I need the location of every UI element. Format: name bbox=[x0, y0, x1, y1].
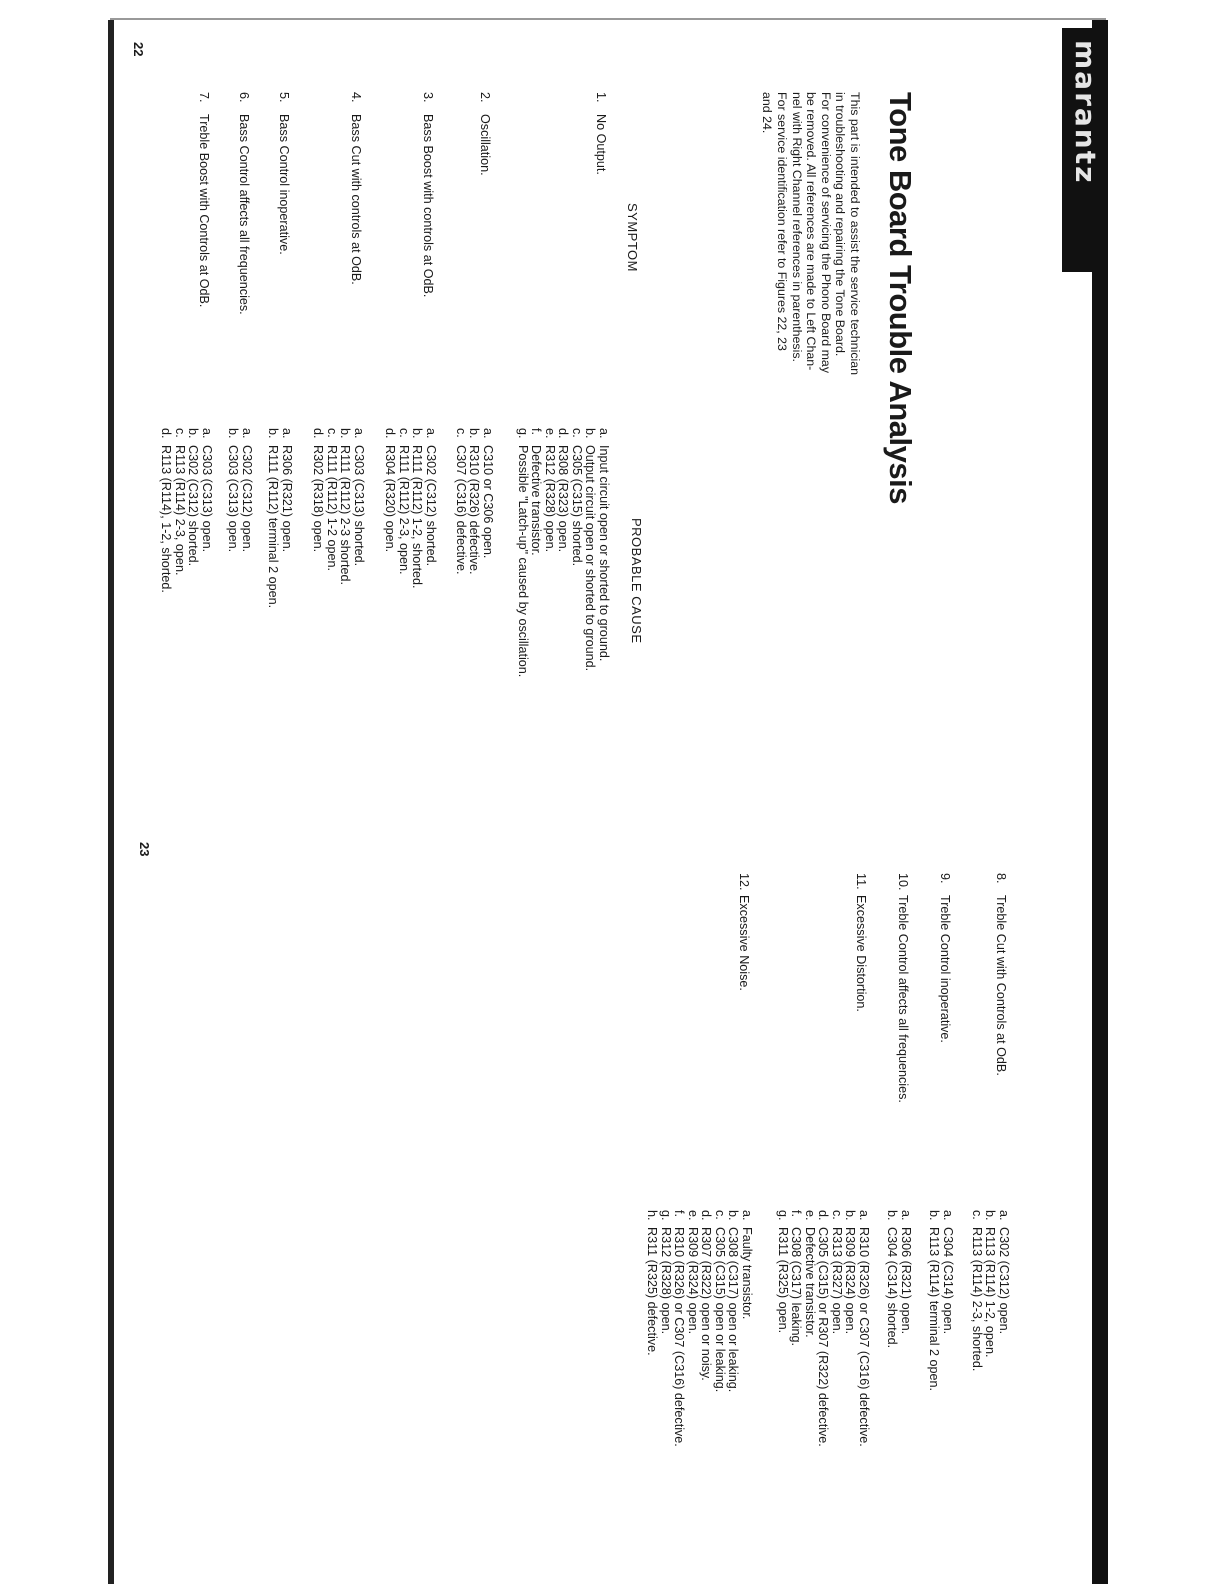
cause-letter: g. bbox=[659, 1210, 673, 1221]
cause-letter: a. bbox=[200, 428, 214, 439]
cause-text: R304 (R320) open. bbox=[383, 445, 398, 553]
cause-letter: d. bbox=[556, 428, 571, 439]
top-border-rule bbox=[110, 18, 1106, 20]
cause-list bbox=[927, 1210, 954, 1391]
cause-text: R113 (R114) 2-3, shorted. bbox=[970, 1227, 984, 1372]
cause-letter: e. bbox=[686, 1210, 700, 1221]
cause-item bbox=[583, 428, 597, 677]
cause-text: C308 (C317) leaking. bbox=[789, 1227, 804, 1347]
cause-item bbox=[885, 1210, 899, 1348]
cause-text: R111 (R112) terminal 2 open. bbox=[266, 445, 281, 609]
cause-text: R313 (R327) open. bbox=[830, 1227, 844, 1335]
symptom-number: 8. bbox=[994, 873, 1008, 884]
cause-letter: c. bbox=[454, 428, 468, 438]
cause-letter: b. bbox=[226, 428, 241, 439]
cause-text: C302 (C312) open. bbox=[240, 445, 254, 553]
cause-item bbox=[338, 428, 352, 585]
cause-letter: e. bbox=[803, 1210, 817, 1221]
cause-text: R308 (R323) open. bbox=[556, 445, 571, 553]
cause-text: R111 (R112) 2-3 shorted. bbox=[338, 445, 353, 585]
symptom-text: Bass Boost with controls at OdB. bbox=[421, 114, 435, 298]
cause-text: R306 (R321) open. bbox=[899, 1227, 913, 1335]
symptom-number: 4. bbox=[349, 92, 363, 103]
cause-item bbox=[280, 428, 294, 608]
cause-list bbox=[383, 428, 437, 589]
symptom-number: 12. bbox=[737, 873, 751, 891]
cause-item bbox=[516, 428, 530, 677]
intro-line: For service identification refer to Figures 22, 23 bbox=[775, 92, 790, 351]
cause-text: C302 (C312) shorted. bbox=[186, 445, 201, 567]
symptom-item bbox=[896, 873, 910, 1103]
cause-letter: a. bbox=[597, 428, 611, 439]
cause-text: R310 (R326) or C307 (C316) defective. bbox=[857, 1227, 871, 1447]
cause-list bbox=[970, 1210, 1011, 1371]
cause-letter: b. bbox=[186, 428, 201, 439]
cause-letter: a. bbox=[941, 1210, 955, 1221]
cause-text: R306 (R321) open. bbox=[280, 445, 294, 553]
cause-letter: c. bbox=[173, 428, 187, 438]
cause-item bbox=[543, 428, 557, 677]
cause-item bbox=[740, 1210, 754, 1447]
cause-text: Possible "Latch-up" caused by oscillation. bbox=[516, 445, 530, 678]
cause-letter: a. bbox=[280, 428, 294, 439]
cause-item bbox=[699, 1210, 713, 1447]
cause-letter: b. bbox=[726, 1210, 741, 1221]
cause-text: C303 (C313) shorted. bbox=[352, 445, 366, 567]
cause-letter: b. bbox=[927, 1210, 942, 1221]
cause-letter: a. bbox=[899, 1210, 913, 1221]
cause-item bbox=[159, 428, 173, 593]
cause-item bbox=[830, 1210, 844, 1447]
cause-item bbox=[659, 1210, 673, 1447]
cause-letter: b. bbox=[467, 428, 482, 439]
cause-letter: b. bbox=[266, 428, 281, 439]
cause-item bbox=[186, 428, 200, 593]
brand-logo-text: marantz bbox=[1069, 40, 1102, 185]
intro-paragraph bbox=[760, 92, 862, 398]
cause-item bbox=[200, 428, 214, 593]
cause-text: R111 (R112) 1-2 open. bbox=[325, 445, 339, 572]
page-number-right: 23 bbox=[137, 842, 152, 857]
cause-letter: c. bbox=[830, 1210, 844, 1220]
cause-item bbox=[454, 428, 468, 575]
cause-text: Input circuit open or shorted to ground. bbox=[597, 445, 611, 662]
symptom-header: SYMPTOM bbox=[625, 203, 640, 272]
symptom-item bbox=[854, 873, 868, 1012]
cause-text: C302 (C312) open. bbox=[997, 1227, 1011, 1335]
cause-letter: c. bbox=[570, 428, 584, 438]
cause-list bbox=[516, 428, 611, 677]
cause-text: R310 (R326) or C307 (C316) defective. bbox=[672, 1227, 687, 1447]
cause-list bbox=[266, 428, 293, 608]
cause-item bbox=[776, 1210, 790, 1447]
symptom-number: 2. bbox=[478, 92, 492, 103]
cause-item bbox=[686, 1210, 700, 1447]
intro-line: in troubleshooting and repairing the Tone Board. bbox=[833, 92, 848, 357]
intro-line: and 24. bbox=[760, 92, 775, 134]
cause-item bbox=[997, 1210, 1011, 1371]
cause-letter: b. bbox=[843, 1210, 858, 1221]
cause-item bbox=[173, 428, 187, 593]
cause-text: R113 (R114) terminal 2 open. bbox=[927, 1227, 942, 1392]
symptom-item bbox=[478, 92, 492, 176]
cause-text: C304 (C314) open. bbox=[941, 1227, 955, 1335]
symptom-item bbox=[237, 92, 251, 315]
cause-text: R113 (R114), 1-2, shorted. bbox=[159, 445, 174, 593]
cause-item bbox=[816, 1210, 830, 1447]
cause-letter: d. bbox=[159, 428, 174, 439]
cause-text: C307 (C316) defective. bbox=[454, 445, 468, 575]
intro-line: be removed. All references are made to Left Chan- bbox=[804, 92, 819, 371]
cause-item bbox=[266, 428, 280, 608]
cause-list bbox=[454, 428, 495, 575]
cause-list bbox=[776, 1210, 871, 1447]
cause-header: PROBABLE CAUSE bbox=[629, 518, 644, 644]
cause-text: C310 or C306 open. bbox=[481, 445, 495, 559]
intro-line: This part is intended to assist the service technician bbox=[848, 92, 862, 376]
cause-item bbox=[899, 1210, 913, 1348]
cause-letter: f. bbox=[672, 1210, 687, 1217]
cause-list bbox=[645, 1210, 753, 1447]
symptom-item bbox=[938, 873, 952, 1043]
cause-text: R307 (R322) open or noisy. bbox=[699, 1227, 714, 1381]
cause-text: R309 (R324) open. bbox=[686, 1227, 700, 1335]
symptom-text: Bass Control affects all frequencies. bbox=[237, 114, 251, 315]
cause-item bbox=[556, 428, 570, 677]
symptom-text: No Output. bbox=[594, 114, 608, 175]
page-number-left: 22 bbox=[131, 42, 146, 57]
symptom-item bbox=[421, 92, 435, 297]
cause-letter: f. bbox=[529, 428, 544, 435]
symptom-text: Treble Cut with Controls at OdB. bbox=[994, 895, 1008, 1076]
cause-item bbox=[410, 428, 424, 589]
cause-text: C305 (C315) or R307 (R322) defective. bbox=[816, 1227, 831, 1447]
cause-text: Faulty transistor. bbox=[740, 1227, 754, 1320]
cause-text: R302 (R318) open. bbox=[311, 445, 326, 553]
symptom-text: Bass Control inoperative. bbox=[277, 114, 291, 255]
cause-letter: b. bbox=[885, 1210, 900, 1221]
cause-item bbox=[941, 1210, 955, 1391]
cause-letter: f. bbox=[789, 1210, 804, 1217]
cause-letter: d. bbox=[699, 1210, 714, 1221]
cause-letter: d. bbox=[383, 428, 398, 439]
cause-letter: a. bbox=[997, 1210, 1011, 1221]
cause-item bbox=[597, 428, 611, 677]
cause-text: C302 (C312) shorted. bbox=[424, 445, 438, 567]
cause-letter: b. bbox=[338, 428, 353, 439]
intro-line: For convenience of servicing the Phono Board may bbox=[818, 92, 833, 374]
cause-item bbox=[970, 1210, 984, 1371]
cause-text: R111 (R112) 1-2, shorted. bbox=[410, 445, 425, 589]
cause-list bbox=[159, 428, 213, 593]
cause-item bbox=[481, 428, 495, 575]
symptom-item bbox=[594, 92, 608, 175]
cause-text: R310 (R326) defective. bbox=[467, 445, 482, 575]
cause-text: R309 (R324) open. bbox=[843, 1227, 858, 1335]
cause-letter: d. bbox=[816, 1210, 831, 1221]
cause-item bbox=[803, 1210, 817, 1447]
cause-letter: b. bbox=[983, 1210, 998, 1221]
symptom-text: Excessive Noise. bbox=[737, 895, 751, 991]
symptom-number: 7. bbox=[197, 92, 211, 103]
cause-text: R311 (R325) defective. bbox=[645, 1227, 660, 1356]
cause-text: Output circuit open or shorted to ground. bbox=[583, 445, 598, 672]
symptom-number: 5. bbox=[277, 92, 291, 103]
cause-text: Defective transistor. bbox=[529, 445, 544, 556]
symptom-number: 1. bbox=[594, 92, 608, 103]
cause-text: C305 (C315) open or leaking. bbox=[713, 1227, 727, 1393]
cause-letter: b. bbox=[410, 428, 425, 439]
cause-text: R312 (R328) open. bbox=[659, 1227, 673, 1335]
cause-text: C304 (C314) shorted. bbox=[885, 1227, 900, 1349]
cause-item bbox=[983, 1210, 997, 1371]
cause-item bbox=[467, 428, 481, 575]
cause-letter: a. bbox=[424, 428, 438, 439]
symptom-item bbox=[994, 873, 1008, 1076]
cause-item bbox=[311, 428, 325, 585]
symptom-item bbox=[737, 873, 751, 991]
symptom-number: 3. bbox=[421, 92, 435, 103]
cause-item bbox=[529, 428, 543, 677]
symptom-item bbox=[197, 92, 211, 307]
cause-list bbox=[226, 428, 253, 552]
cause-text: R111 (R112) 2-3, open. bbox=[397, 445, 411, 575]
cause-item bbox=[857, 1210, 871, 1447]
cause-letter: a. bbox=[740, 1210, 754, 1221]
cause-letter: a. bbox=[481, 428, 495, 439]
symptom-number: 11. bbox=[854, 873, 868, 890]
cause-letter: b. bbox=[583, 428, 598, 439]
cause-text: R113 (R114) 1-2, open. bbox=[983, 1227, 998, 1358]
symptom-number: 9. bbox=[938, 873, 952, 884]
cause-item bbox=[927, 1210, 941, 1391]
cause-item bbox=[713, 1210, 727, 1447]
cause-text: R311 (R325) open. bbox=[776, 1227, 790, 1334]
cause-item bbox=[672, 1210, 686, 1447]
symptom-text: Bass Cut with controls at OdB. bbox=[349, 114, 363, 285]
cause-text: C308 (C317) open or leaking. bbox=[726, 1227, 741, 1393]
cause-text: C303 (C313) open. bbox=[226, 445, 241, 553]
cause-list bbox=[311, 428, 365, 585]
cause-letter: c. bbox=[713, 1210, 727, 1220]
cause-letter: a. bbox=[240, 428, 254, 439]
cause-letter: d. bbox=[311, 428, 326, 439]
cause-text: C303 (C313) open. bbox=[200, 445, 214, 553]
cause-item bbox=[383, 428, 397, 589]
symptom-number: 6. bbox=[237, 92, 251, 103]
cause-letter: g. bbox=[516, 428, 530, 439]
cause-item bbox=[726, 1210, 740, 1447]
cause-list bbox=[885, 1210, 912, 1348]
cause-letter: a. bbox=[857, 1210, 871, 1221]
symptom-item bbox=[349, 92, 363, 285]
cause-item bbox=[352, 428, 366, 585]
page-title: Tone Board Trouble Analysis bbox=[883, 92, 918, 504]
symptom-text: Treble Control affects all frequencies. bbox=[896, 895, 910, 1103]
cause-letter: g. bbox=[776, 1210, 790, 1221]
cause-item bbox=[570, 428, 584, 677]
cause-letter: c. bbox=[397, 428, 411, 438]
cause-item bbox=[325, 428, 339, 585]
cause-text: Defective transistor. bbox=[803, 1227, 817, 1338]
cause-letter: e. bbox=[543, 428, 557, 439]
cause-item bbox=[397, 428, 411, 589]
symptom-text: Treble Control inoperative. bbox=[938, 895, 952, 1043]
left-edge-band bbox=[108, 20, 114, 1584]
symptom-number: 10. bbox=[896, 873, 910, 891]
symptom-text: Treble Boost with Controls at OdB. bbox=[197, 114, 211, 308]
cause-text: R312 (R328) open. bbox=[543, 445, 557, 553]
cause-text: C305 (C315) shorted. bbox=[570, 445, 584, 567]
symptom-text: Oscillation. bbox=[478, 114, 492, 176]
cause-letter: c. bbox=[970, 1210, 984, 1220]
cause-item bbox=[843, 1210, 857, 1447]
cause-item bbox=[424, 428, 438, 589]
symptom-item bbox=[277, 92, 291, 255]
cause-item bbox=[789, 1210, 803, 1447]
symptom-text: Excessive Distortion. bbox=[854, 895, 868, 1012]
cause-item bbox=[645, 1210, 659, 1447]
intro-line: nel with Right Channel references in parenthesis. bbox=[789, 92, 804, 362]
cause-letter: h. bbox=[645, 1210, 660, 1221]
cause-item bbox=[226, 428, 240, 552]
cause-text: R113 (R114) 2-3, open. bbox=[173, 445, 187, 576]
cause-letter: a. bbox=[352, 428, 366, 439]
cause-item bbox=[240, 428, 254, 552]
cause-letter: c. bbox=[325, 428, 339, 438]
